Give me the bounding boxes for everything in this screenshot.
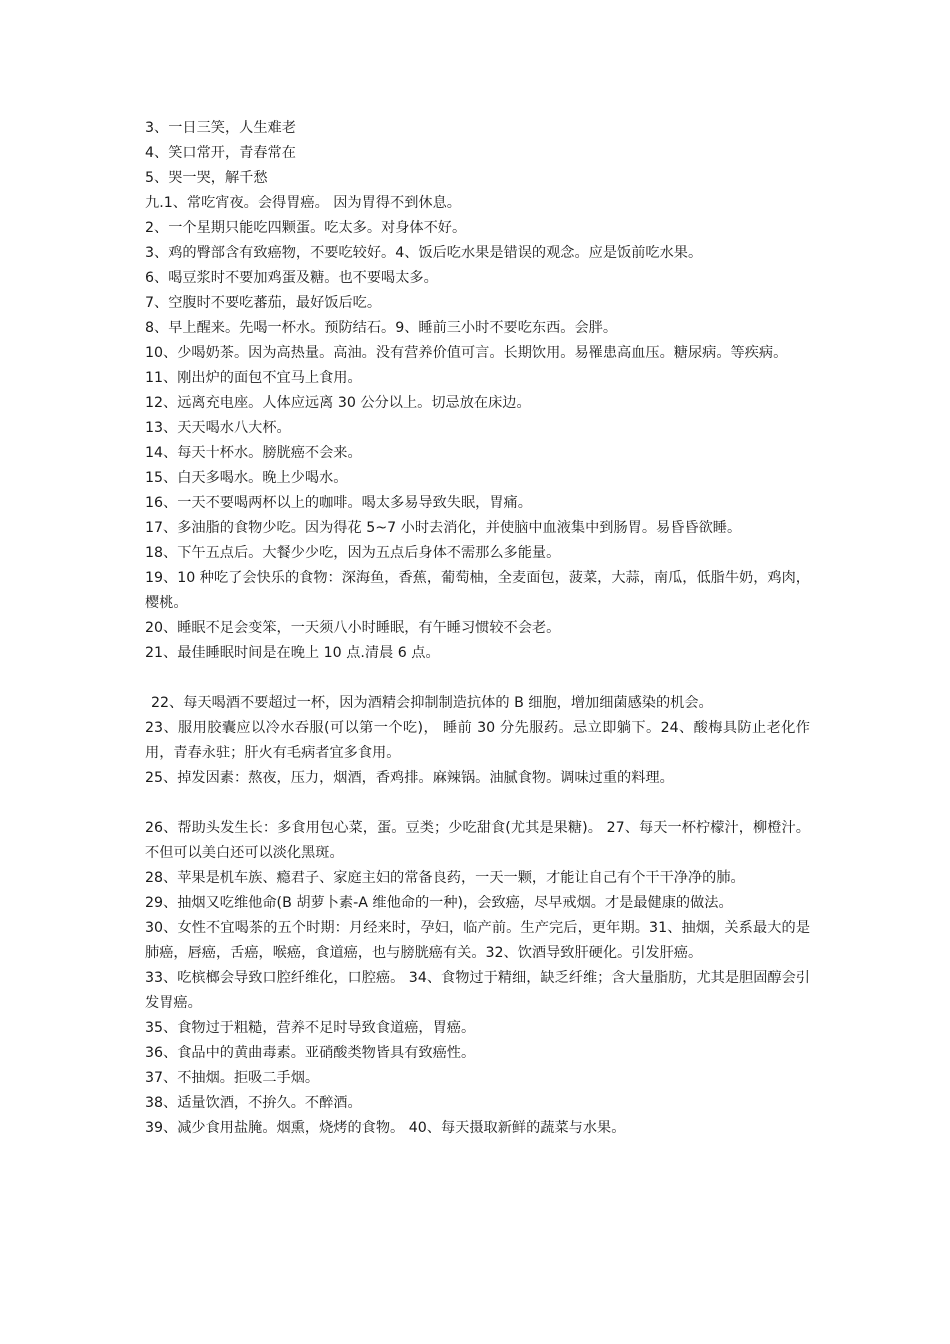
text-line-9: 8、早上醒来。先喝一杯水。预防结石。9、睡前三小时不要吃东西。会胖。: [145, 320, 618, 336]
text-line-29: 29、抽烟又吃维他命(B 胡萝卜素-A 维他命的一种)，会致癌，尽早戒烟。才是最健康的做法。: [145, 895, 733, 911]
text-line-33: 33、吃槟榔会导致口腔纤维化，口腔癌。 34、食物过于精细，缺乏纤维；含大量脂肪，尤其是胆固醇会引发胃癌。: [145, 970, 810, 1011]
text-line-6: 3、鸡的臀部含有致癌物，不要吃较好。4、饭后吃水果是错误的观念。应是饭前吃水果。: [145, 245, 703, 261]
text-line-22: 22、每天喝酒不要超过一杯，因为酒精会抑制制造抗体的 B 细胞，增加细菌感染的机会。: [151, 695, 713, 711]
text-line-7: 6、喝豆浆时不要加鸡蛋及糖。也不要喝太多。: [145, 270, 438, 286]
text-line-26: 26、帮助头发生长：多食用包心菜，蛋。豆类；少吃甜食(尤其是果糖)。 27、每天一杯柠檬汁，柳橙汁。不但可以美白还可以淡化黑斑。: [145, 820, 810, 861]
paragraph-gap: [145, 666, 810, 691]
text-line-25: 25、掉发因素：熬夜，压力，烟酒，香鸡排。麻辣锅。油腻食物。调味过重的料理。: [145, 770, 674, 786]
text-line-37: 37、不抽烟。拒吸二手烟。: [145, 1070, 320, 1086]
text-line-36: 36、食品中的黄曲毒素。亚硝酸类物皆具有致癌性。: [145, 1045, 476, 1061]
text-line-38: 38、适量饮酒，不拚久。不醉酒。: [145, 1095, 362, 1111]
text-line-30: 30、女性不宜喝茶的五个时期：月经来时，孕妇，临产前。生产完后，更年期。31、抽烟，关系最大的是肺癌，唇癌，舌癌，喉癌，食道癌，也与膀胱癌有关。32、饮酒导致肝硬化。引发肝癌。: [145, 920, 811, 961]
text-line-14: 14、每天十杯水。膀胱癌不会来。: [145, 445, 362, 461]
text-line-39: 39、减少食用盐腌。烟熏，烧烤的食物。 40、每天摄取新鲜的蔬菜与水果。: [145, 1120, 626, 1136]
text-line-2: 4、笑口常开，青春常在: [145, 145, 296, 161]
text-line-11: 11、刚出炉的面包不宜马上食用。: [145, 370, 362, 386]
text-line-5: 2、一个星期只能吃四颗蛋。吃太多。对身体不好。: [145, 220, 467, 236]
text-line-18: 18、下午五点后。大餐少少吃，因为五点后身体不需那么多能量。: [145, 545, 561, 561]
text-line-13: 13、天天喝水八大杯。: [145, 420, 291, 436]
text-line-8: 7、空腹时不要吃蕃茄，最好饭后吃。: [145, 295, 382, 311]
text-line-15: 15、白天多喝水。晚上少喝水。: [145, 470, 348, 486]
text-line-35: 35、食物过于粗糙，营养不足时导致食道癌，胃癌。: [145, 1020, 476, 1036]
text-line-17: 17、多油脂的食物少吃。因为得花 5~7 小时去消化，并使脑中血液集中到肠胃。易昏昏欲睡。: [145, 520, 742, 536]
text-line-12: 12、远离充电座。人体应远离 30 公分以上。切忌放在床边。: [145, 395, 531, 411]
text-line-20: 20、睡眠不足会变笨，一天须八小时睡眠，有午睡习惯较不会老。: [145, 620, 561, 636]
text-line-16: 16、一天不要喝两杯以上的咖啡。喝太多易导致失眠，胃痛。: [145, 495, 532, 511]
text-line-21: 21、最佳睡眠时间是在晚上 10 点.清晨 6 点。: [145, 645, 440, 661]
text-line-10: 10、少喝奶茶。因为高热量。高油。没有营养价值可言。长期饮用。易罹患高血压。糖尿病。等疾病。: [145, 345, 788, 361]
paragraph-gap: [145, 791, 810, 816]
text-line-3: 5、哭一哭，解千愁: [145, 170, 268, 186]
text-line-28: 28、苹果是机车族、瘾君子、家庭主妇的常备良药，一天一颗，才能让自己有个干干净净的肺。: [145, 870, 745, 886]
text-line-1: 3、一日三笑，人生难老: [145, 120, 296, 136]
text-line-23: 23、服用胶囊应以冷水吞服(可以第一个吃)， 睡前 30 分先服药。忌立即躺下。24、酸梅具防止老化作用，青春永驻；肝火有毛病者宜多食用。: [145, 720, 810, 761]
document-body: [145, 116, 810, 1141]
text-line-19: 19、10 种吃了会快乐的食物：深海鱼，香蕉，葡萄柚，全麦面包，菠菜，大蒜，南瓜，低脂牛奶，鸡肉，樱桃。: [145, 570, 810, 611]
text-line-4: 九.1、常吃宵夜。会得胃癌。 因为胃得不到休息。: [145, 195, 461, 211]
